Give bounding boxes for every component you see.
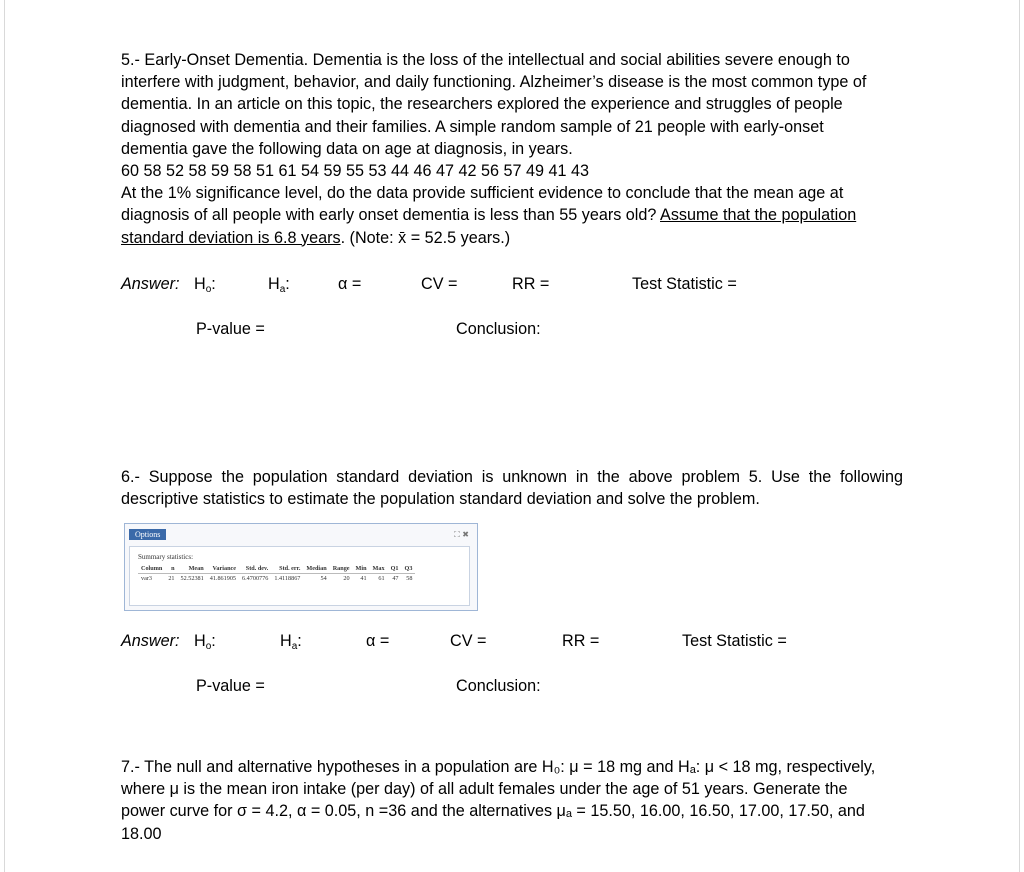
answer-label-2: Answer: bbox=[121, 632, 180, 650]
test-statistic-label-1: Test Statistic = bbox=[632, 275, 737, 293]
table-header: Range bbox=[330, 564, 353, 574]
problem-5-question bbox=[121, 182, 891, 249]
problem-5-assumption: Assume that the population standard deviation is 6.8 years bbox=[121, 206, 857, 247]
answer-label-1: Answer: bbox=[121, 275, 180, 293]
options-tab[interactable]: Options bbox=[129, 529, 166, 540]
cv-label-1: CV = bbox=[421, 275, 458, 293]
problem-7 bbox=[121, 756, 889, 845]
rr-label-2: RR = bbox=[562, 632, 600, 650]
table-header: n bbox=[165, 564, 177, 574]
table-row bbox=[138, 574, 415, 584]
problem-6 bbox=[121, 466, 903, 510]
table-cell: 20 bbox=[343, 575, 350, 582]
table-cell: 61 bbox=[378, 575, 385, 582]
p-value-label-2: P-value = bbox=[196, 677, 265, 695]
summary-statistics-table bbox=[138, 564, 415, 583]
problem-5-intro-text: Early-Onset Dementia. Dementia is the loss of the intellectual and social abilities severe enough to interfere with judgment, behavior, and daily functioning. Alzheimer’s disease is the most common type of dementia. In an article on this topic, the researchers explored the experience and struggles of people diagnosed with dementia and their families. A simple random sample of 21 people with early-onset dementia gave the following data on age at diagnosis, in years. bbox=[121, 51, 867, 158]
summary-statistics-label: Summary statistics: bbox=[138, 553, 194, 561]
table-cell: 58 bbox=[406, 575, 413, 582]
ha-label-1: $H_a$: bbox=[268, 275, 290, 295]
test-statistic-label-2: Test Statistic = bbox=[682, 632, 787, 650]
table-header: Mean bbox=[178, 564, 207, 574]
h0-label-1: $H_o$: bbox=[194, 275, 216, 295]
table-cell: 54 bbox=[320, 575, 327, 582]
problem-5-data: 60 58 52 58 59 58 51 61 54 59 55 53 44 46 47 42 56 57 49 41 43 bbox=[121, 162, 590, 181]
problem-6-text: Suppose the population standard deviation is unknown in the above problem 5. Use the following descriptive statistics to estimate the population standard deviation and solve the problem. bbox=[121, 468, 904, 509]
table-cell: var3 bbox=[141, 575, 152, 582]
problem-5-intro bbox=[121, 49, 891, 160]
alpha-label-2: α = bbox=[366, 632, 390, 650]
ha-label-2: $H_a$: bbox=[280, 632, 302, 652]
table-header: Std. dev. bbox=[239, 564, 271, 574]
problem-5-note: . (Note: x̄ = 52.5 years.) bbox=[340, 228, 511, 247]
table-cell: 41.861905 bbox=[209, 575, 237, 582]
table-cell: 1.4118867 bbox=[274, 575, 301, 582]
problem-7-number: 7.- bbox=[121, 758, 140, 776]
table-header: Column bbox=[138, 564, 165, 574]
table-cell: 47 bbox=[392, 575, 399, 582]
summary-statistics-box bbox=[129, 546, 470, 606]
table-header: Variance bbox=[207, 564, 239, 574]
panel-controls-icon[interactable]: ⛶ ✖ bbox=[454, 530, 469, 539]
summary-statistics-panel bbox=[124, 523, 478, 611]
table-header: Max bbox=[370, 564, 388, 574]
table-header: Q1 bbox=[388, 564, 402, 574]
table-cell: 6.4700776 bbox=[242, 575, 269, 582]
h0-label-2: $H_o$: bbox=[194, 632, 216, 652]
p-value-label-1: P-value = bbox=[196, 320, 265, 338]
table-cell: 21 bbox=[168, 575, 175, 582]
cv-label-2: CV = bbox=[450, 632, 487, 650]
problem-7-text: The null and alternative hypotheses in a population are H₀: μ = 18 mg and Hₐ: μ < 18 mg, respectively, where μ is the mean iron intake (per day) of all adult females under the age of 51 years. Generate the power curve for σ = 4.2, α = 0.05, n =36 and the alternatives μₐ = 15.50, 16.00, 16.50, 17.00, 17.50, and 18.00 bbox=[121, 758, 876, 843]
table-header: Min bbox=[353, 564, 370, 574]
problem-5-number: 5.- bbox=[121, 51, 140, 69]
conclusion-label-1: Conclusion: bbox=[456, 320, 541, 338]
table-cell: 52.52381 bbox=[180, 575, 204, 582]
table-header: Std. err. bbox=[271, 564, 303, 574]
table-cell: 41 bbox=[360, 575, 367, 582]
conclusion-label-2: Conclusion: bbox=[456, 677, 541, 695]
alpha-label-1: α = bbox=[338, 275, 362, 293]
table-header-row bbox=[138, 564, 415, 574]
problem-5 bbox=[121, 49, 891, 249]
table-header: Q3 bbox=[402, 564, 416, 574]
rr-label-1: RR = bbox=[512, 275, 550, 293]
problem-6-number: 6.- bbox=[121, 468, 140, 486]
table-header: Median bbox=[303, 564, 329, 574]
problem-5-question-text: At the 1% significance level, do the data provide sufficient evidence to conclude that the mean age at diagnosis of all people with early onset dementia is less than 55 years old? bbox=[121, 184, 844, 225]
